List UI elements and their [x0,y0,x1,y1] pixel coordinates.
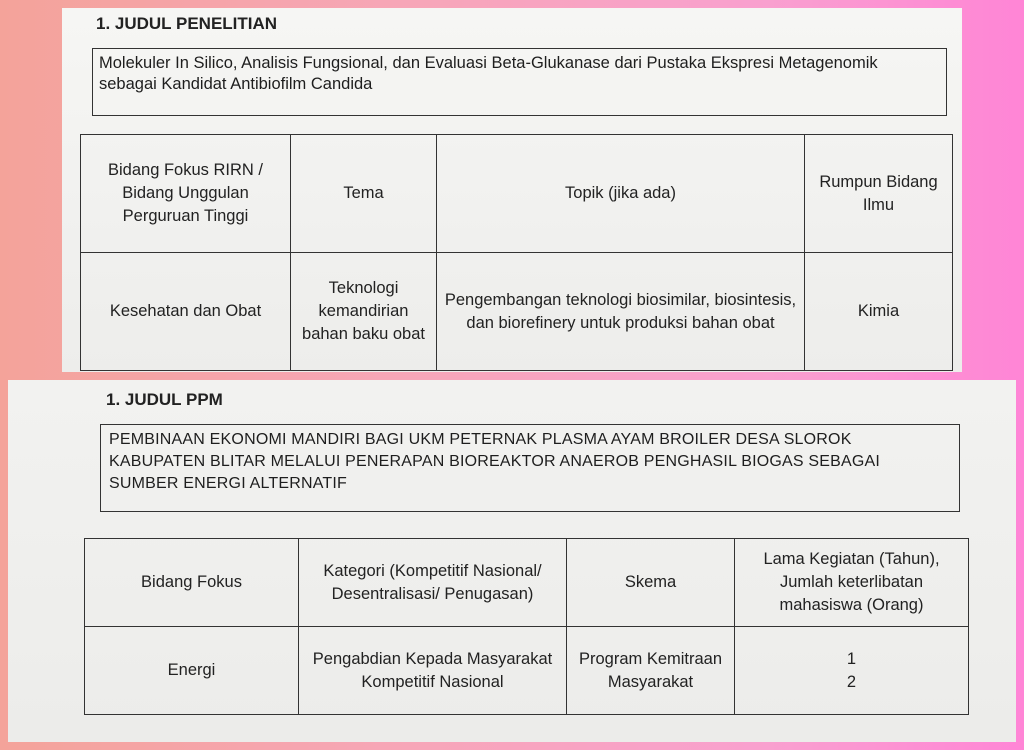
header-bidang-fokus: Bidang Fokus RIRN / Bidang Unggulan Perguruan Tinggi [81,135,291,253]
cell-bidang-fokus: Kesehatan dan Obat [81,253,291,371]
research-title-box: Molekuler In Silico, Analisis Fungsional, dan Evaluasi Beta-Glukanase dari Pustaka Ekspresi Metagenomik sebagai Kandidat Antibiofilm Candida [92,48,947,116]
ppm-heading: 1. JUDUL PPM [106,390,223,409]
header-rumpun: Rumpun Bidang Ilmu [805,135,953,253]
research-title-panel [62,8,962,372]
cell-tema: Teknologi kemandirian bahan baku obat [291,253,437,371]
cell-jumlah-mahasiswa: 2 [846,672,857,691]
ppm-title-panel [8,380,1016,742]
research-data-row [81,253,953,371]
header-lama-kegiatan: Lama Kegiatan (Tahun), Jumlah keterlibatan mahasiswa (Orang) [735,539,969,627]
header-skema: Skema [567,539,735,627]
research-info-table [80,134,953,371]
cell-skema: Program Kemitraan Masyarakat [567,627,735,715]
ppm-data-row [85,627,969,715]
ppm-header-row [85,539,969,627]
header-tema: Tema [291,135,437,253]
cell-topik: Pengembangan teknologi biosimilar, biosintesis, dan biorefinery untuk produksi bahan obat [437,253,805,371]
cell-rumpun: Kimia [805,253,953,371]
header-bidang-fokus: Bidang Fokus [85,539,299,627]
header-topik: Topik (jika ada) [437,135,805,253]
cell-lama-tahun: 1 [846,649,857,668]
ppm-info-table [84,538,969,715]
research-header-row [81,135,953,253]
cell-kategori: Pengabdian Kepada Masyarakat Kompetitif Nasional [299,627,567,715]
cell-bidang-fokus: Energi [85,627,299,715]
research-heading: 1. JUDUL PENELITIAN [96,14,278,33]
cell-lama-kegiatan [735,627,969,715]
header-kategori: Kategori (Kompetitif Nasional/ Desentralisasi/ Penugasan) [299,539,567,627]
ppm-title-box: PEMBINAAN EKONOMI MANDIRI BAGI UKM PETERNAK PLASMA AYAM BROILER DESA SLOROK KABUPATEN BLITAR MELALUI PENERAPAN BIOREAKTOR ANAEROB PENGHASIL BIOGAS SEBAGAI SUMBER ENERGI ALTERNATIF [100,424,960,512]
